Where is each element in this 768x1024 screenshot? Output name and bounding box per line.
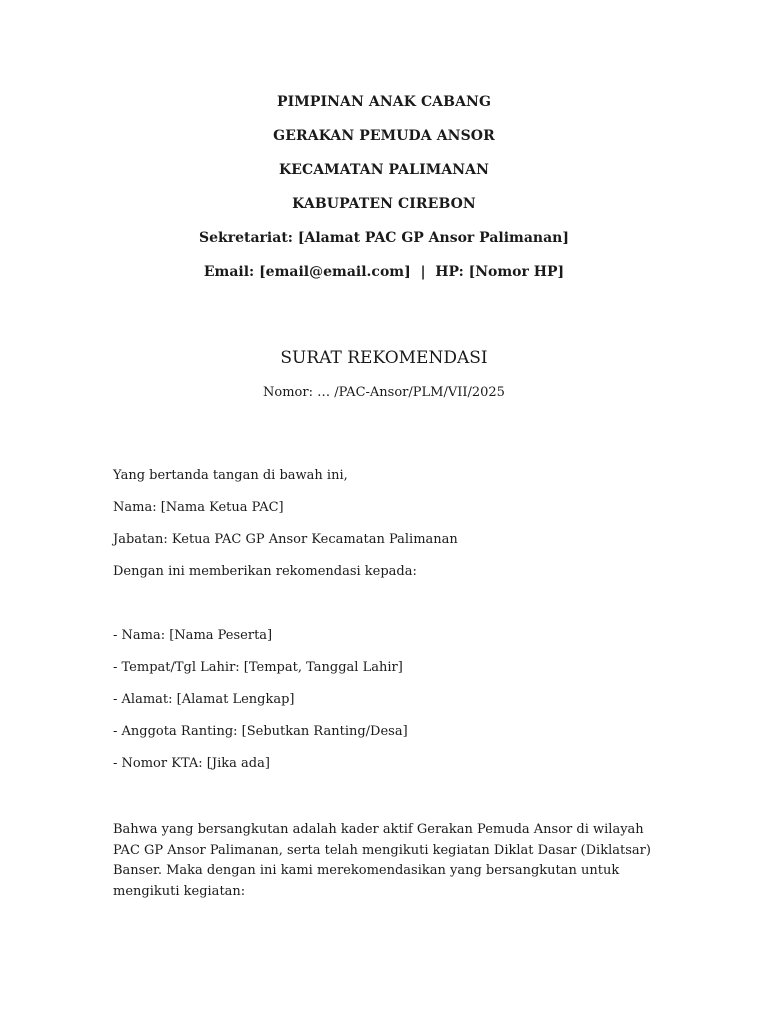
letter-title: SURAT REKOMENDASI: [280, 348, 488, 368]
recipient-name: - Nama: [Nama Peserta]: [113, 628, 273, 643]
recipient-birth: - Tempat/Tgl Lahir: [Tempat, Tanggal Lahir]: [113, 660, 403, 675]
secretariat-address: Sekretariat: [Alamat PAC GP Ansor Palimanan]: [199, 230, 569, 246]
letter-number: Nomor: … /PAC-Ansor/PLM/VII/2025: [263, 385, 505, 400]
letterhead: [0, 92, 768, 296]
contact-info: Email: [email@email.com] | HP: [Nomor HP]: [203, 264, 565, 280]
recommend-statement: Dengan ini memberikan rekomendasi kepada:: [113, 564, 417, 579]
recipient-address: - Alamat: [Alamat Lengkap]: [113, 692, 295, 707]
signer-intro: Yang bertanda tangan di bawah ini,: [113, 468, 348, 483]
recipient-kta: - Nomor KTA: [Jika ada]: [113, 756, 270, 771]
signer-name: Nama: [Nama Ketua PAC]: [113, 500, 284, 515]
org-district: KECAMATAN PALIMANAN: [278, 162, 490, 178]
signer-position: Jabatan: Ketua PAC GP Ansor Kecamatan Palimanan: [113, 532, 458, 547]
statement-paragraph: Bahwa yang bersangkutan adalah kader aktif Gerakan Pemuda Ansor di wilayah PAC GP Ansor Palimanan, serta telah mengikuti kegiatan Diklat Dasar (Diklatsar) Banser. Maka dengan ini kami merekomendasikan yang bersangkutan untuk mengikuti kegiatan:: [113, 822, 651, 899]
org-regency: KABUPATEN CIREBON: [292, 196, 476, 212]
org-name: GERAKAN PEMUDA ANSOR: [273, 128, 495, 144]
recipient-branch: - Anggota Ranting: [Sebutkan Ranting/Desa]: [113, 724, 408, 739]
org-level: PIMPINAN ANAK CABANG: [277, 94, 491, 110]
